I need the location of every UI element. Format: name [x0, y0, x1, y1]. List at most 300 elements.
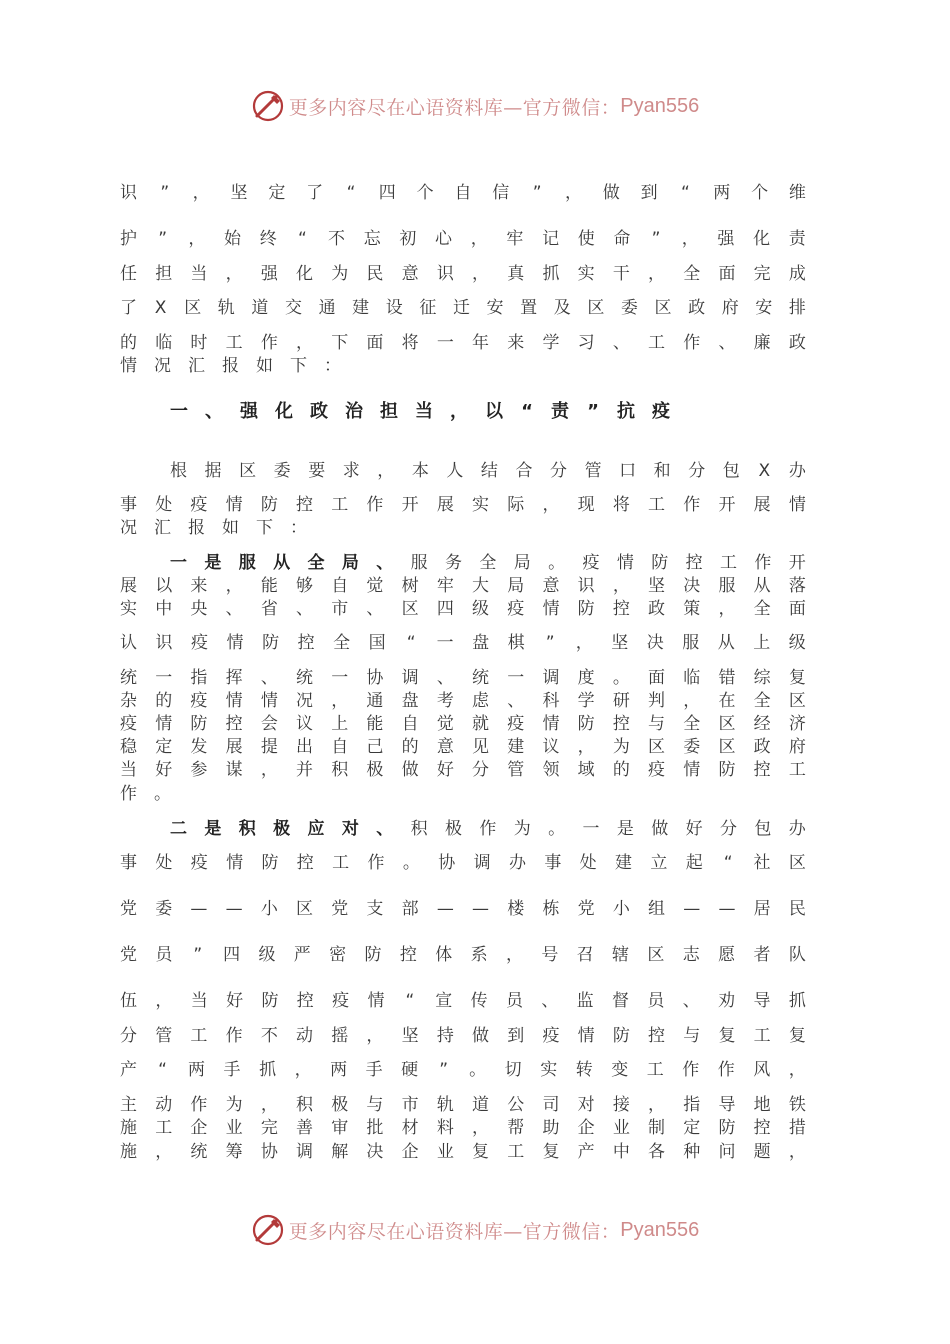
glyph: ， [225, 576, 243, 596]
glyph: 办 [508, 853, 526, 873]
glyph: ” [545, 633, 555, 653]
glyph: 善 [296, 1118, 314, 1138]
glyph: 全 [753, 599, 771, 619]
glyph: 工 [331, 495, 349, 515]
glyph: 处 [155, 495, 173, 515]
glyph: 管 [507, 760, 525, 780]
glyph: 区 [296, 899, 314, 919]
glyph: 树 [401, 576, 419, 596]
glyph: 责 [788, 229, 806, 249]
glyph: ” [158, 229, 168, 249]
glyph: 轨 [217, 298, 235, 318]
glyph: 员 [505, 991, 523, 1011]
glyph: 实 [577, 264, 595, 284]
glyph: 始 [224, 229, 242, 249]
glyph: 控 [296, 853, 314, 873]
glyph: 党 [331, 899, 349, 919]
glyph: 劝 [718, 991, 736, 1011]
glyph: 就 [472, 714, 490, 734]
glyph: 议 [542, 737, 560, 757]
glyph: 。 [548, 819, 566, 839]
glyph: 主 [120, 1095, 137, 1115]
glyph: 情 [577, 1026, 595, 1046]
glyph: — [190, 899, 208, 919]
glyph: 策 [683, 599, 701, 619]
body-line [120, 758, 806, 782]
glyph: 能 [366, 714, 384, 734]
glyph: 中 [155, 599, 173, 619]
glyph: 决 [683, 576, 701, 596]
glyph: 到 [640, 183, 658, 203]
glyph: 及 [553, 298, 571, 318]
glyph: 干 [612, 264, 630, 284]
glyph: 、 [296, 599, 314, 619]
glyph: 委 [620, 298, 638, 318]
glyph: 强 [260, 264, 278, 284]
glyph: 全 [479, 553, 497, 573]
body-line [120, 331, 806, 355]
glyph: — [718, 899, 736, 919]
glyph: 在 [718, 691, 736, 711]
glyph: ， [681, 229, 699, 249]
glyph: 区 [654, 298, 672, 318]
glyph: 完 [260, 1118, 278, 1138]
glyph: 大 [472, 576, 490, 596]
glyph: 作 [367, 853, 385, 873]
glyph: 政 [688, 298, 706, 318]
glyph: 疫 [332, 991, 350, 1011]
glyph: 作 [479, 819, 497, 839]
body-line [120, 1024, 806, 1048]
glyph: 协 [438, 853, 456, 873]
glyph: 情 [225, 691, 243, 711]
glyph: 复 [472, 1142, 490, 1162]
glyph: 区 [718, 737, 736, 757]
glyph: 、 [682, 991, 700, 1011]
glyph: 安 [486, 298, 504, 318]
glyph: 参 [190, 760, 208, 780]
glyph: 作 [366, 495, 384, 515]
glyph: ， [294, 1060, 312, 1080]
glyph: 责 [551, 401, 569, 422]
glyph: 交 [284, 298, 302, 318]
glyph: 管 [155, 1026, 173, 1046]
glyph: 民 [788, 899, 806, 919]
body-line [120, 181, 806, 205]
glyph: 企 [577, 1118, 595, 1138]
glyph: 分 [688, 461, 706, 481]
glyph: 强 [717, 229, 735, 249]
glyph: 经 [753, 714, 771, 734]
glyph: 指 [683, 1095, 701, 1115]
body-line [120, 851, 806, 875]
glyph: 能 [260, 576, 278, 596]
glyph: 学 [542, 333, 560, 353]
banner-text: 更多内容尽在心语资料库—官方微信： [288, 96, 621, 119]
glyph: ， [188, 229, 206, 249]
glyph: 够 [296, 576, 314, 596]
glyph: 分 [472, 760, 490, 780]
glyph: 业 [612, 1118, 630, 1138]
glyph: 复 [788, 668, 806, 688]
glyph: 会 [260, 714, 278, 734]
glyph: 两 [713, 183, 731, 203]
glyph: 科 [542, 691, 560, 711]
glyph: ， [366, 1026, 384, 1046]
glyph: ， [260, 760, 278, 780]
glyph: 作 [754, 553, 772, 573]
glyph: 转 [575, 1060, 593, 1080]
glyph: 、 [376, 553, 394, 573]
glyph: 料 [436, 1118, 454, 1138]
glyph: 成 [788, 264, 806, 284]
glyph: 情 [367, 991, 385, 1011]
glyph: 极 [366, 760, 384, 780]
glyph: 风 [753, 1060, 771, 1080]
glyph: 、 [612, 333, 630, 353]
glyph: 学 [577, 691, 595, 711]
body-line [120, 735, 806, 759]
glyph: 务 [445, 553, 462, 573]
glyph: ， [542, 495, 560, 515]
glyph: 府 [721, 298, 739, 318]
glyph: 政 [310, 401, 328, 422]
glyph: 做 [651, 819, 669, 839]
glyph: 工 [788, 760, 806, 780]
glyph: 牢 [436, 576, 454, 596]
glyph: 党 [577, 899, 595, 919]
glyph: 动 [296, 1026, 314, 1046]
glyph: 积 [238, 819, 256, 839]
glyph: 应 [307, 819, 325, 839]
glyph: 为 [331, 264, 349, 284]
glyph: 司 [542, 1095, 560, 1115]
glyph: 管 [584, 461, 602, 481]
glyph: 工 [507, 1142, 525, 1162]
glyph: 积 [296, 1095, 314, 1115]
glyph: 意 [401, 264, 419, 284]
glyph: 政 [648, 599, 666, 619]
body-line [170, 817, 806, 841]
glyph: 识 [436, 264, 454, 284]
glyph: 、 [718, 333, 736, 353]
glyph: 将 [612, 495, 630, 515]
glyph: 坚 [230, 183, 248, 203]
glyph: 使 [577, 229, 595, 249]
glyph: ， [612, 576, 630, 596]
glyph: ， [450, 401, 468, 422]
glyph: 摇 [331, 1026, 349, 1046]
glyph: 政 [753, 737, 771, 757]
glyph: 本 [411, 461, 429, 481]
header-banner [0, 86, 950, 126]
glyph: 疫 [652, 401, 670, 422]
glyph: 当 [190, 264, 208, 284]
glyph: 系 [470, 945, 488, 965]
glyph: 动 [155, 1095, 173, 1115]
body-line [120, 296, 806, 320]
glyph: 疫 [191, 633, 209, 653]
glyph: ， [788, 1142, 806, 1162]
body-line [120, 989, 806, 1013]
glyph: 工 [720, 553, 737, 573]
glyph: 的 [612, 760, 630, 780]
glyph: 帮 [507, 1118, 525, 1138]
glyph: 牢 [506, 229, 524, 249]
glyph: 开 [401, 495, 419, 515]
glyph: 防 [718, 760, 736, 780]
glyph: 度 [577, 668, 595, 688]
glyph: 手 [365, 1060, 383, 1080]
glyph: 控 [296, 495, 314, 515]
glyph: 接 [612, 1095, 630, 1115]
glyph: ， [505, 945, 523, 965]
glyph: 况 [120, 518, 137, 538]
glyph: 护 [120, 229, 137, 249]
glyph: 。 [154, 784, 171, 804]
wechat-id: Pyan556 [620, 94, 700, 117]
glyph: 解 [331, 1142, 349, 1162]
glyph: 防 [651, 553, 669, 573]
glyph: 极 [273, 819, 291, 839]
glyph: 市 [331, 599, 349, 619]
glyph: 研 [612, 691, 630, 711]
glyph: 好 [685, 819, 703, 839]
glyph: 作 [190, 1095, 208, 1115]
glyph: 区 [648, 737, 666, 757]
glyph: 事 [544, 853, 562, 873]
glyph: ” [160, 183, 170, 203]
glyph: 防 [261, 853, 279, 873]
glyph: 迁 [452, 298, 470, 318]
body-line [120, 689, 806, 713]
banner-text: 更多内容尽在心语资料库—官方微信： [288, 1220, 621, 1243]
glyph: 展 [120, 576, 137, 596]
glyph: 定 [268, 183, 286, 203]
glyph: 并 [296, 760, 314, 780]
glyph: X [758, 461, 771, 481]
glyph: 事 [120, 495, 137, 515]
glyph: “ [405, 991, 415, 1011]
glyph: 不 [260, 1026, 278, 1046]
glyph: 。 [612, 668, 630, 688]
glyph: 控 [297, 633, 315, 653]
glyph: 四 [223, 945, 241, 965]
glyph: 防 [577, 714, 595, 734]
glyph: 报 [188, 518, 205, 538]
glyph: ， [564, 183, 582, 203]
glyph: 完 [753, 264, 771, 284]
glyph: 坚 [401, 1026, 419, 1046]
glyph: 。 [402, 853, 420, 873]
glyph: “ [346, 183, 356, 203]
glyph: 个 [416, 183, 434, 203]
glyph: 信 [492, 183, 510, 203]
glyph: 施 [120, 1118, 137, 1138]
glyph: 情 [120, 356, 137, 376]
glyph: 企 [190, 1118, 208, 1138]
glyph: 一 [436, 333, 454, 353]
glyph: 疫 [190, 495, 208, 515]
glyph: 设 [385, 298, 403, 318]
glyph: 和 [653, 461, 671, 481]
glyph: “ [158, 1060, 167, 1080]
glyph: ： [290, 518, 307, 538]
glyph: 意 [542, 576, 560, 596]
glyph: 防 [261, 991, 279, 1011]
glyph: 识 [155, 633, 173, 653]
glyph: 号 [541, 945, 559, 965]
glyph: 处 [579, 853, 597, 873]
glyph: ， [155, 991, 173, 1011]
glyph: 合 [515, 461, 533, 481]
glyph: 全 [683, 714, 701, 734]
body-line [120, 574, 806, 598]
glyph: 稳 [120, 737, 137, 757]
glyph: 四 [436, 599, 454, 619]
glyph: ， [577, 737, 595, 757]
glyph: 面 [718, 264, 736, 284]
glyph: 了 [120, 298, 137, 318]
glyph: 业 [225, 1118, 243, 1138]
glyph: 觉 [366, 576, 384, 596]
glyph: 真 [507, 264, 525, 284]
glyph: 一 [331, 668, 349, 688]
glyph: 疫 [120, 714, 137, 734]
glyph: ” [439, 1060, 449, 1080]
glyph: 极 [445, 819, 462, 839]
glyph: 工 [332, 853, 350, 873]
glyph: 建 [352, 298, 370, 318]
glyph: 上 [753, 633, 771, 653]
glyph: ， [718, 599, 736, 619]
body-line [120, 227, 806, 251]
glyph: 出 [296, 737, 314, 757]
glyph: 做 [472, 1026, 490, 1046]
glyph: 了 [306, 183, 324, 203]
glyph: ， [788, 1060, 806, 1080]
glyph: ， [260, 1095, 278, 1115]
body-line [120, 666, 806, 690]
glyph: 轨 [436, 1095, 454, 1115]
glyph: 面 [366, 333, 384, 353]
glyph: 工 [648, 495, 666, 515]
glyph: 盘 [401, 691, 419, 711]
glyph: 队 [788, 945, 806, 965]
glyph: 汇 [188, 356, 205, 376]
glyph: 口 [619, 461, 637, 481]
glyph: 治 [345, 401, 363, 422]
glyph: 见 [472, 737, 490, 757]
glyph: “ [297, 229, 307, 249]
glyph: 民 [366, 264, 384, 284]
glyph: 材 [401, 1118, 419, 1138]
glyph: 企 [401, 1142, 419, 1162]
glyph: 化 [296, 264, 314, 284]
glyph: 将 [401, 333, 419, 353]
glyph: 与 [366, 1095, 384, 1115]
glyph: 制 [648, 1118, 666, 1138]
glyph: 工 [225, 333, 243, 353]
glyph: 情 [225, 495, 243, 515]
glyph: 上 [331, 714, 349, 734]
glyph: 题 [753, 1142, 771, 1162]
glyph: 委 [683, 737, 701, 757]
glyph: 一 [170, 401, 188, 422]
glyph: 情 [155, 714, 173, 734]
glyph: 时 [190, 333, 208, 353]
glyph: 小 [612, 899, 630, 919]
glyph: 从 [273, 553, 291, 573]
glyph: 决 [366, 1142, 384, 1162]
glyph: 谋 [225, 760, 243, 780]
glyph: 是 [204, 553, 222, 573]
glyph: ， [575, 633, 593, 653]
glyph: 区 [184, 298, 202, 318]
glyph: 控 [648, 1026, 666, 1046]
glyph: 情 [542, 599, 560, 619]
glyph: 级 [472, 599, 490, 619]
glyph: 考 [436, 691, 454, 711]
glyph: 道 [472, 1095, 490, 1115]
glyph: 情 [616, 553, 634, 573]
glyph: 、 [260, 668, 278, 688]
wechat-id: Pyan556 [620, 1218, 700, 1241]
glyph: 自 [454, 183, 472, 203]
glyph: 杂 [120, 691, 137, 711]
glyph: ， [331, 691, 349, 711]
glyph: 硬 [401, 1060, 419, 1080]
glyph: 市 [401, 1095, 419, 1115]
glyph: 自 [331, 737, 349, 757]
glyph: 要 [308, 461, 326, 481]
body-line [120, 493, 806, 517]
glyph: 一 [582, 819, 600, 839]
glyph: 现 [577, 495, 595, 515]
glyph: 批 [366, 1118, 384, 1138]
glyph: 业 [436, 1142, 454, 1162]
glyph: 控 [753, 760, 771, 780]
glyph: ， [472, 264, 490, 284]
glyph: 体 [435, 945, 453, 965]
glyph: ， [192, 183, 210, 203]
glyph: 变 [611, 1060, 629, 1080]
glyph: 控 [685, 553, 703, 573]
glyph: 况 [296, 691, 314, 711]
body-line [120, 897, 806, 921]
glyph: 的 [401, 737, 419, 757]
pen-logo-icon [251, 89, 285, 123]
glyph: 防 [364, 945, 382, 965]
glyph: 作 [225, 1026, 243, 1046]
glyph: 审 [331, 1118, 349, 1138]
glyph: 好 [436, 760, 454, 780]
glyph: 地 [753, 1095, 771, 1115]
glyph: 员 [647, 991, 665, 1011]
glyph: 铁 [788, 1095, 806, 1115]
glyph: 各 [648, 1142, 666, 1162]
glyph: 情 [683, 760, 701, 780]
glyph: 作 [120, 784, 137, 804]
body-line [120, 712, 806, 736]
glyph: 置 [520, 298, 538, 318]
glyph: 定 [683, 1118, 701, 1138]
glyph: 极 [331, 1095, 349, 1115]
glyph: 小 [260, 899, 278, 919]
glyph: 实 [472, 495, 490, 515]
glyph: 忘 [363, 229, 381, 249]
glyph: 际 [507, 495, 525, 515]
